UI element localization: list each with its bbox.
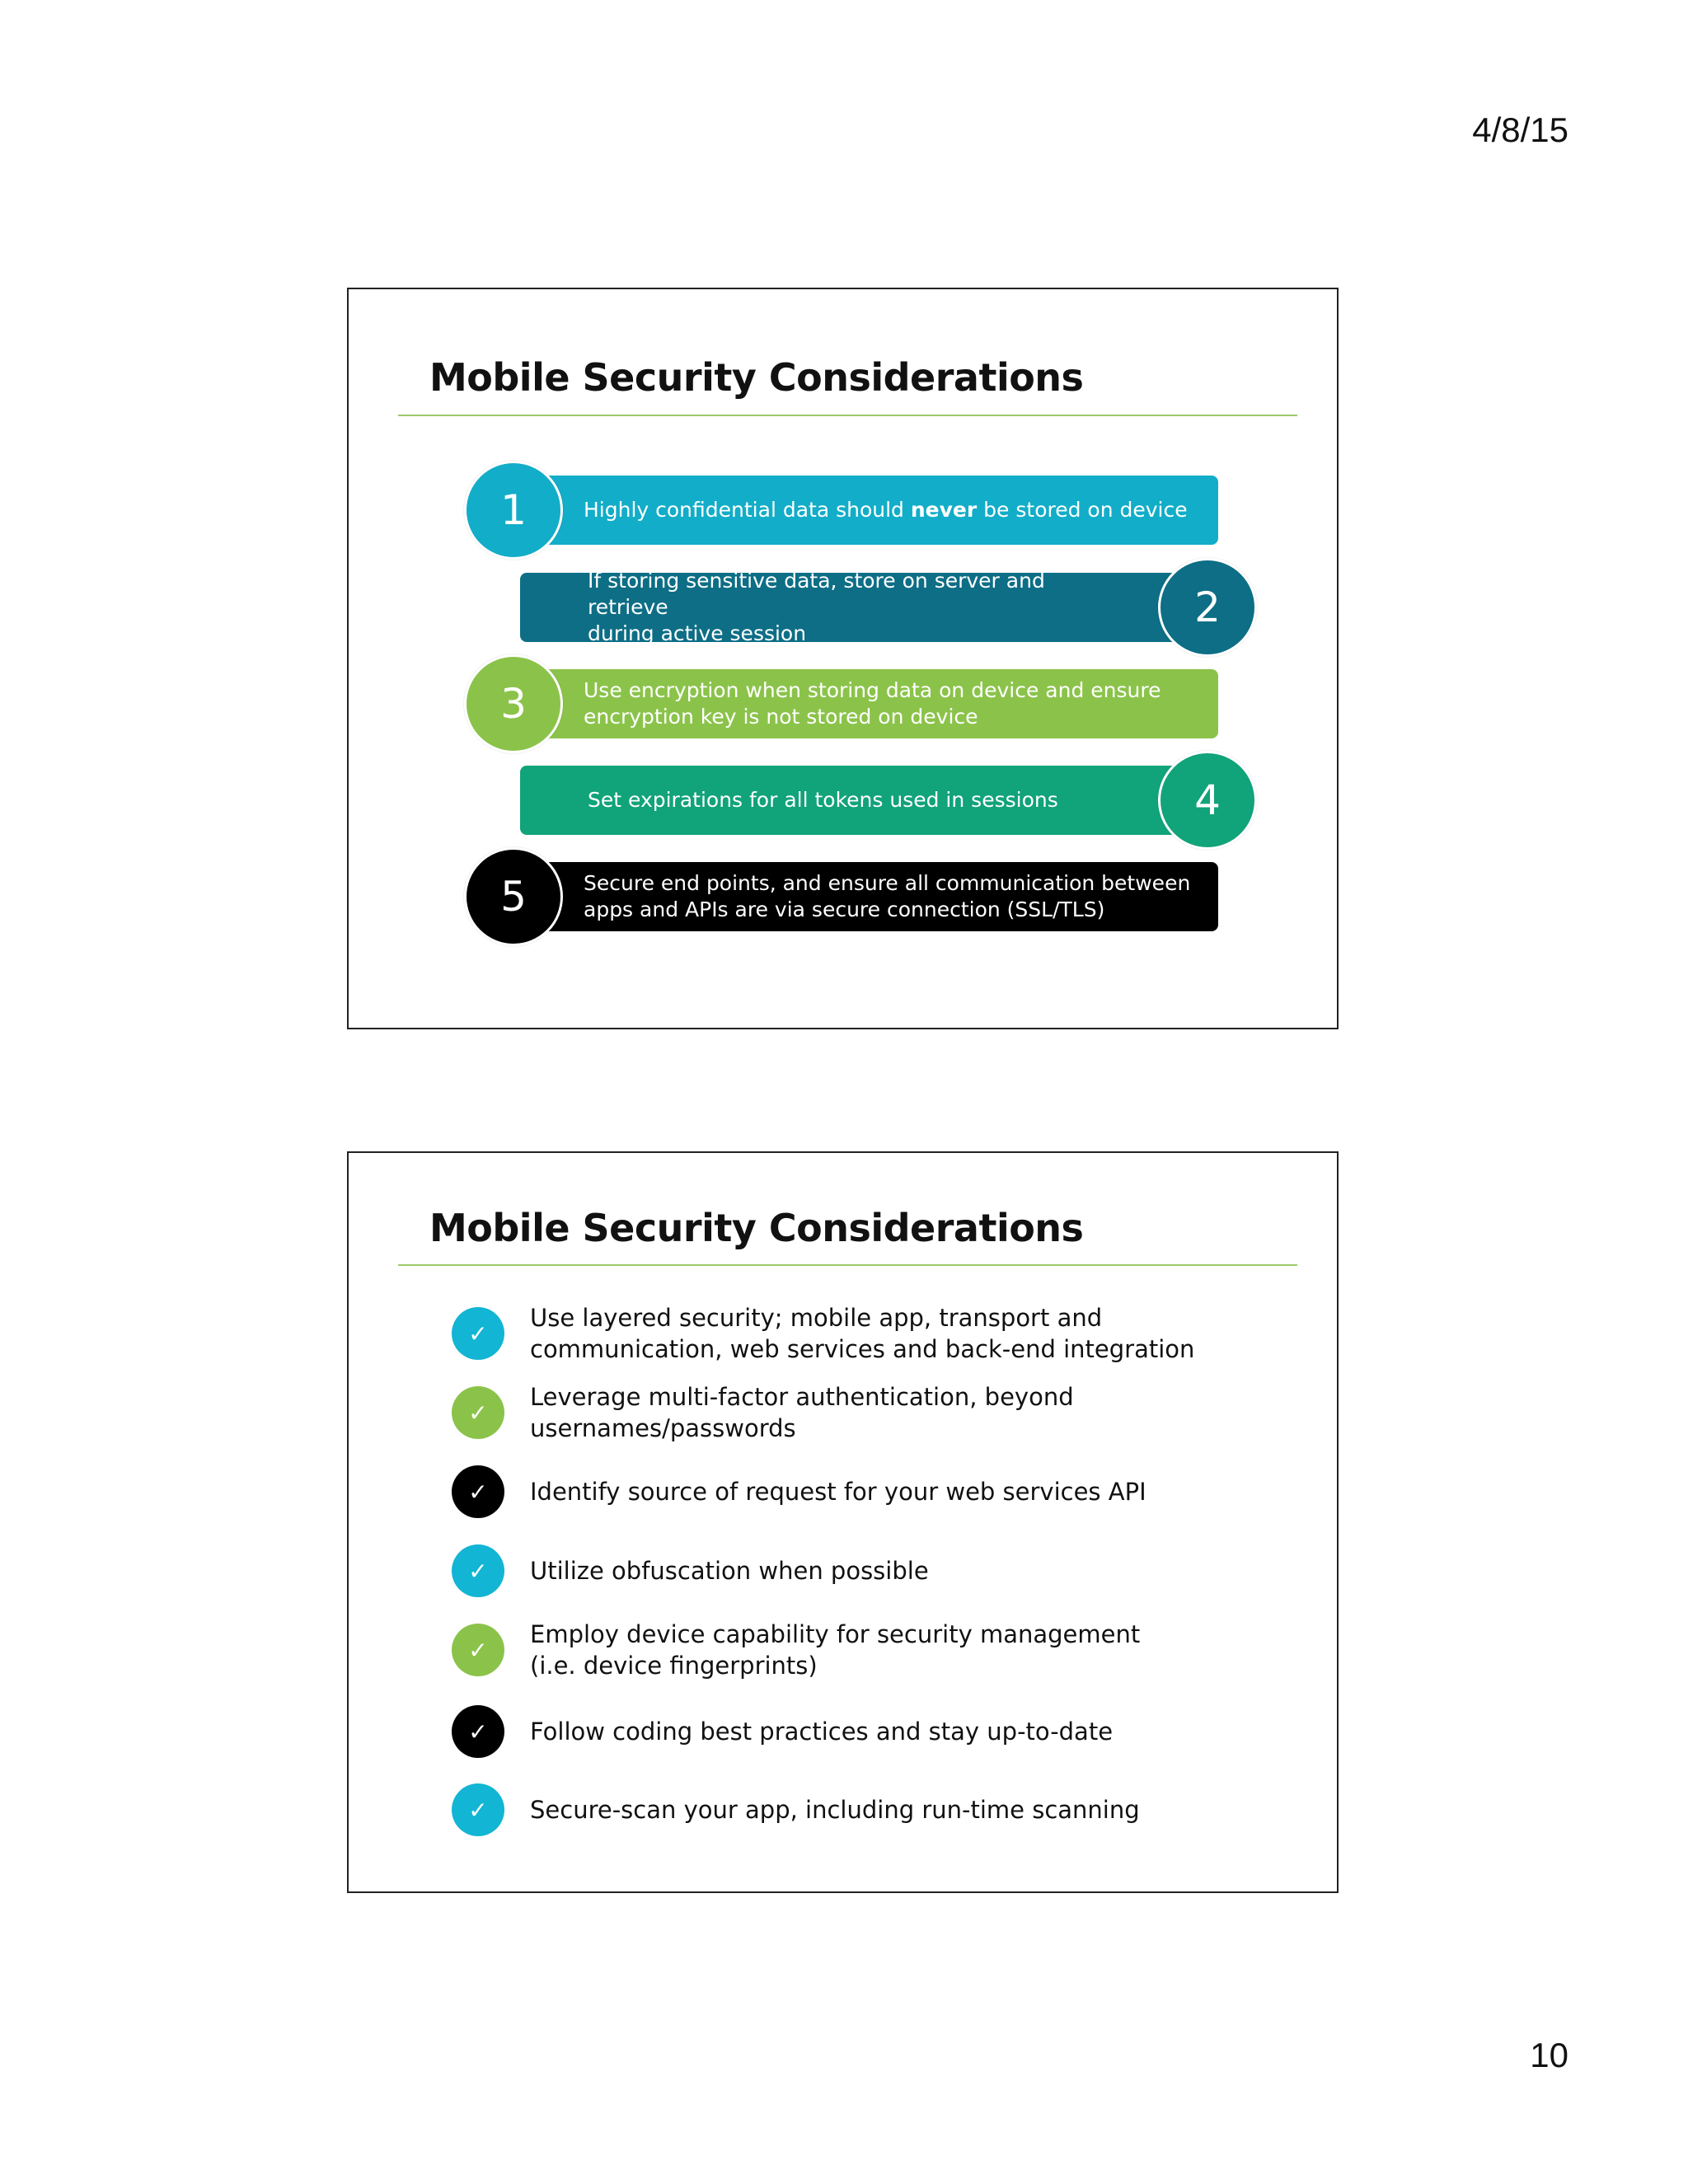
step-5-bar (542, 862, 1218, 931)
page-date: 4/8/15 (1472, 110, 1568, 149)
checklist-item-text: Use layered security; mobile app, transport and communication, web services and back-end integration (530, 1304, 1195, 1363)
step-5-text: Secure end points, and ensure all communication between apps and APIs are via secure connection (SSL/TLS) (584, 871, 1191, 921)
check-icon: ✓ (452, 1705, 504, 1758)
step-3-bar (542, 669, 1218, 738)
step-4-bar (520, 766, 1179, 835)
step-2 (487, 558, 1262, 658)
checklist-item-4 (452, 1534, 1317, 1608)
slide-1 (347, 288, 1339, 1029)
checklist-item-7 (452, 1773, 1317, 1847)
step-3-number-badge: 3 (464, 654, 563, 753)
step-5 (464, 847, 1239, 948)
step-1-bar (542, 476, 1218, 545)
step-1-number-badge: 1 (464, 461, 563, 560)
check-icon: ✓ (452, 1307, 504, 1360)
checklist-item-text: Secure-scan your app, including run-time scanning (530, 1796, 1140, 1824)
title-divider (398, 1264, 1297, 1266)
step-5-number-badge: 5 (464, 847, 563, 946)
checklist-item-text: Utilize obfuscation when possible (530, 1557, 929, 1585)
title-divider (398, 415, 1297, 416)
step-2-text: If storing sensitive data, store on server and retrieve during active session (588, 569, 1045, 645)
checklist-item-5 (452, 1613, 1317, 1687)
checklist-item-3 (452, 1455, 1317, 1529)
checklist-item-text: Follow coding best practices and stay up-to-date (530, 1718, 1114, 1746)
step-4-text: Set expirations for all tokens used in sessions (588, 788, 1058, 812)
step-2-bar (520, 569, 1179, 645)
step-1 (464, 461, 1239, 561)
slide-title: Mobile Security Considerations (429, 355, 1084, 400)
step-3 (464, 654, 1239, 755)
checklist-item-2 (452, 1376, 1317, 1450)
step-4-number-badge: 4 (1158, 751, 1257, 850)
check-icon: ✓ (452, 1544, 504, 1597)
checklist-item-6 (452, 1694, 1317, 1769)
check-icon: ✓ (452, 1465, 504, 1518)
check-icon: ✓ (452, 1624, 504, 1676)
step-1-text: Highly confidential data should never be stored on device (584, 498, 1188, 522)
step-3-text: Use encryption when storing data on device and ensure encryption key is not stored on device (584, 678, 1161, 729)
checklist-item-text: Employ device capability for security management (i.e. device fingerprints) (530, 1620, 1141, 1680)
checklist-item-1 (452, 1296, 1317, 1371)
slide-2 (347, 1151, 1339, 1893)
step-4 (487, 751, 1262, 851)
checklist-item-text: Leverage multi-factor authentication, beyond usernames/passwords (530, 1383, 1074, 1442)
step-2-number-badge: 2 (1158, 558, 1257, 657)
slide-title: Mobile Security Considerations (429, 1206, 1084, 1250)
page-number: 10 (1530, 2036, 1568, 2074)
check-icon: ✓ (452, 1783, 504, 1836)
checklist-item-text: Identify source of request for your web services API (530, 1478, 1146, 1506)
check-icon: ✓ (452, 1386, 504, 1439)
